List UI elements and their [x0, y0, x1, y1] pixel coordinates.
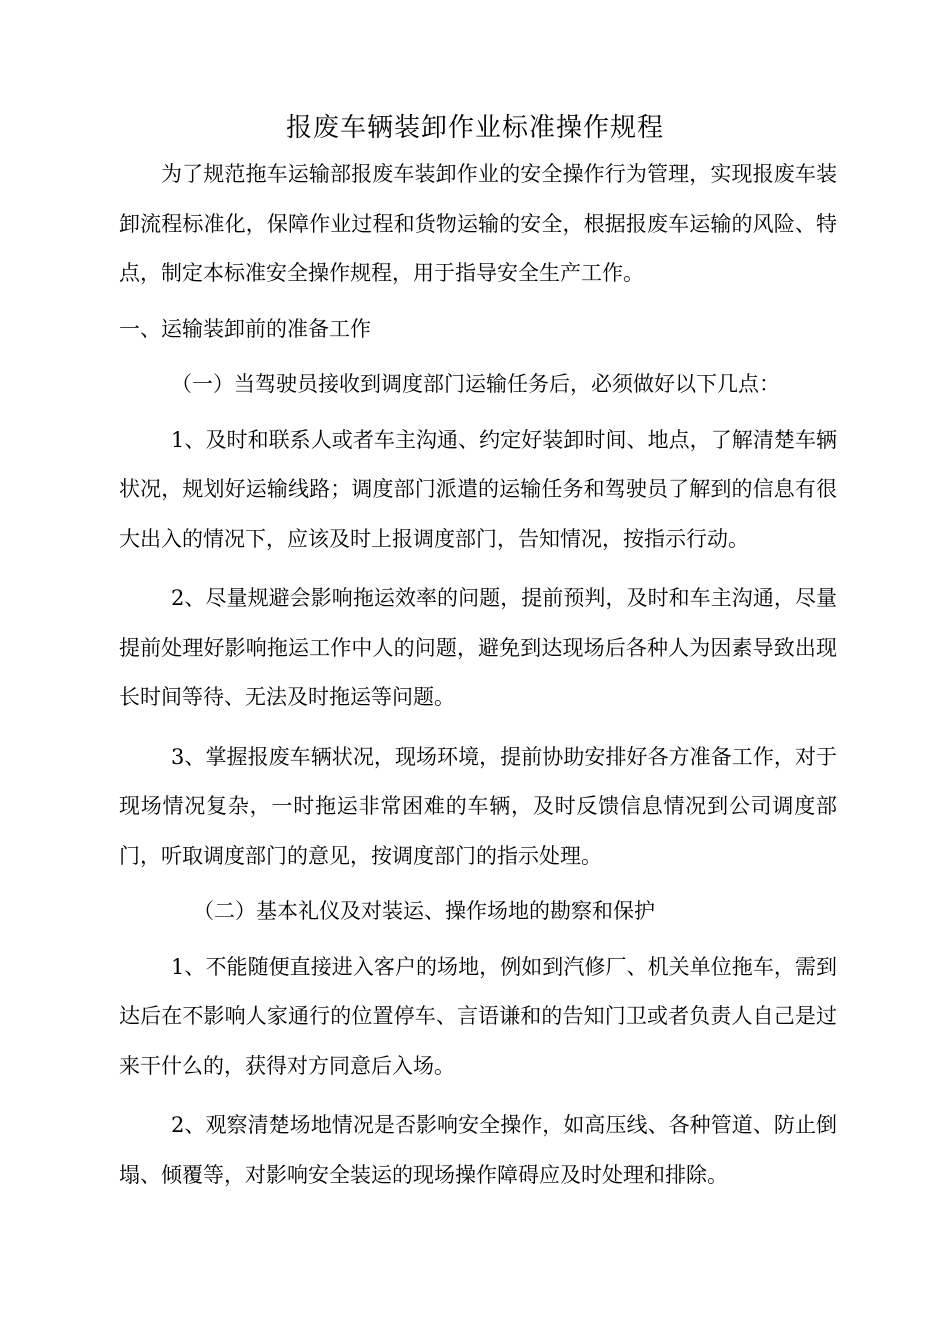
- intro-paragraph: 为了规范拖车运输部报废车装卸作业的安全操作行为管理，实现报废车装卸流程标准化，保障作业过程和货物运输的安全，根据报废车运输的风险、特点，制定本标准安全操作规程，用于指导安全生产工作。: [119, 162, 837, 285]
- subsection-heading: （二）基本礼仪及对装运、操作场地的勘察和保护: [193, 899, 655, 923]
- list-item: 1、及时和联系人或者车主沟通、约定好装卸时间、地点，了解清楚车辆状况，规划好运输线路；调度部门派遣的运输任务和驾驶员了解到的信息有很大出入的情况下，应该及时上报调度部门，告知情况，按指示行动。: [119, 427, 837, 551]
- list-item: 2、观察清楚场地情况是否影响安全操作，如高压线、各种管道、防止倒塌、倾覆等，对影响安全装运的现场操作障碍应及时处理和排除。: [119, 1113, 837, 1187]
- document-body: [119, 150, 837, 1200]
- section-heading: 一、运输装卸前的准备工作: [119, 316, 371, 341]
- list-item: 3、掌握报废车辆状况，现场环境，提前协助安排好各方准备工作，对于现场情况复杂，一时拖运非常困难的车辆，及时反馈信息情况到公司调度部门，听取调度部门的意见，按调度部门的指示处理。: [119, 744, 837, 868]
- list-item: 1、不能随便直接进入客户的场地，例如到汽修厂、机关单位拖车，需到达后在不影响人家通行的位置停车、言语谦和的告知门卫或者负责人自己是过来干什么的，获得对方同意后入场。: [119, 954, 837, 1078]
- list-item: 2、尽量规避会影响拖运效率的问题，提前预判，及时和车主沟通，尽量提前处理好影响拖运工作中人的问题，避免到达现场后各种人为因素导致出现长时间等待、无法及时拖运等问题。: [119, 586, 837, 709]
- subsection-heading: （一）当驾驶员接收到调度部门运输任务后，必须做好以下几点：: [171, 372, 780, 396]
- document-title: 报废车辆装卸作业标准操作规程: [285, 113, 664, 143]
